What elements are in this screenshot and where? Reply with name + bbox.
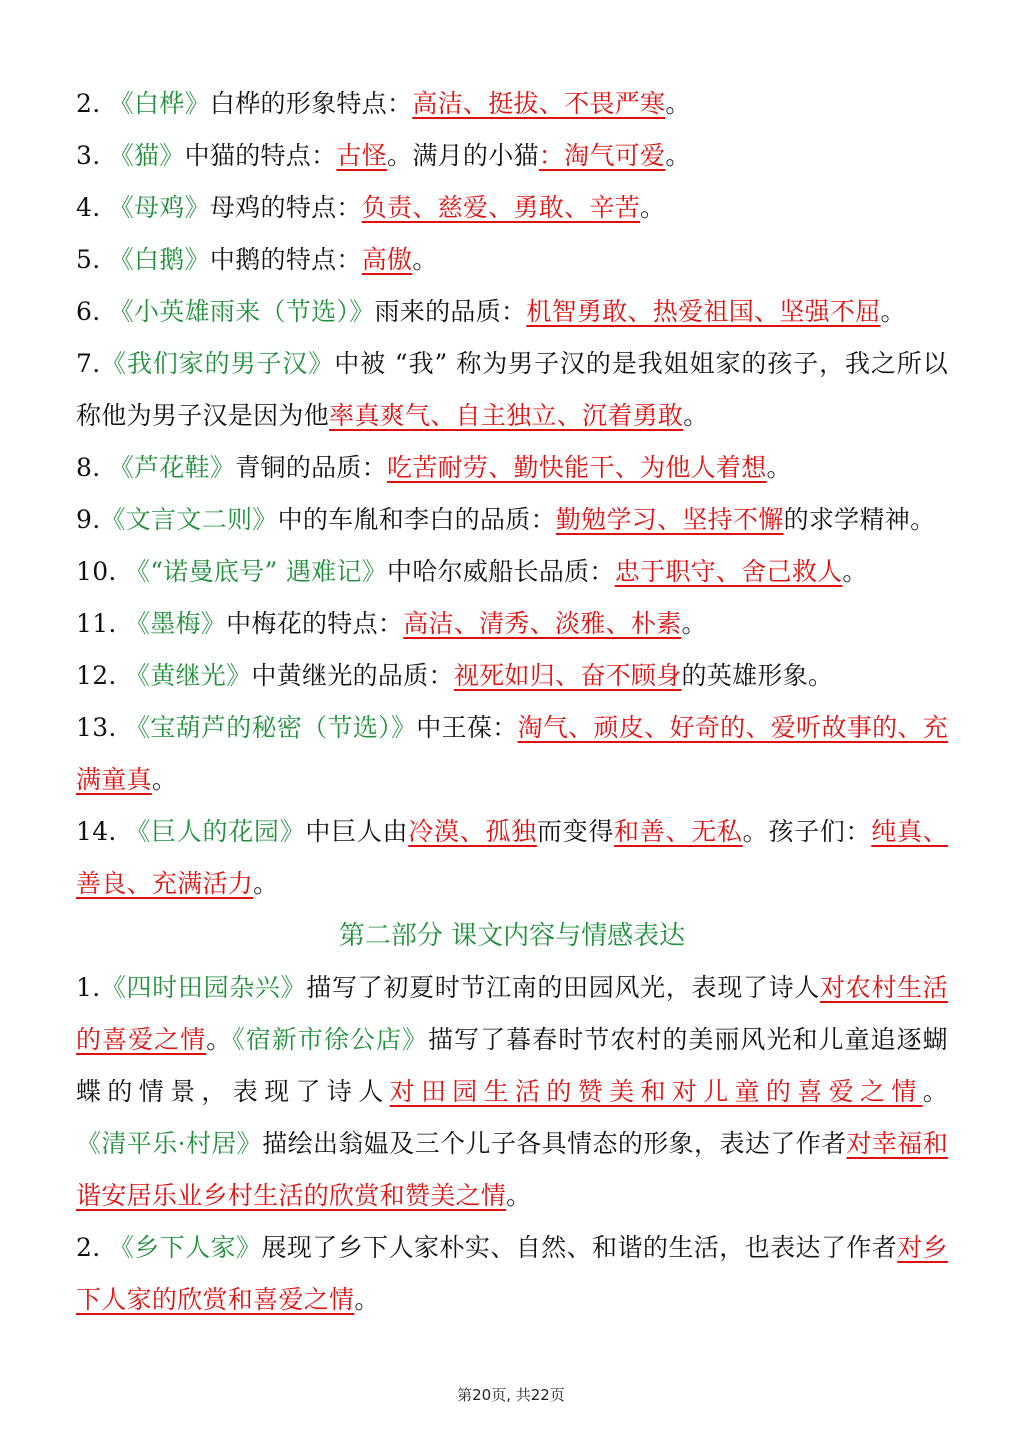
body-text: 。 xyxy=(206,1025,233,1054)
answer-text: 高洁、挺拔、不畏严寒 xyxy=(412,89,666,118)
list-item xyxy=(76,546,948,598)
body-text: 。 xyxy=(842,557,868,586)
answer-text: 对农村生活的喜爱之情 xyxy=(76,973,948,1054)
body-text: 白桦的形象特点： xyxy=(209,89,413,118)
document-body xyxy=(76,78,948,1326)
body-text: 。 xyxy=(665,89,691,118)
answer-text: 负责、慈爱、勇敢、辛苦 xyxy=(361,193,641,222)
body-text: 8. xyxy=(76,453,109,482)
lesson-title: 《白桦》 xyxy=(108,89,210,118)
lesson-title: 《墨梅》 xyxy=(124,609,227,638)
body-text: 中被 “我” 称为男子汉的是我姐姐家的孩子，我之所以称他为男子汉是因为他 xyxy=(76,349,949,430)
lesson-title: 《白鹅》 xyxy=(108,245,210,274)
answer-text: 机智勇敢、热爱祖国、坚强不屈 xyxy=(526,297,881,326)
lesson-title: 《宝葫芦的秘密（节选）》 xyxy=(124,713,417,742)
answer-text: 对幸福和谐安居乐业乡村生活的欣赏和赞美之情 xyxy=(76,1129,948,1210)
body-text: 中的车胤和李白的品质： xyxy=(277,505,556,534)
body-text: 。 xyxy=(681,609,707,638)
body-text: 14. xyxy=(76,817,126,846)
list-item xyxy=(76,130,948,182)
body-text: 描写了暮春时节农村的美丽风光和儿童追逐蝴蝶的情景，表现了诗人 xyxy=(76,1025,948,1106)
lesson-title: 《文言文二则》 xyxy=(100,505,278,534)
body-text: 12. xyxy=(76,661,125,690)
body-text: 展现了乡下人家朴实、自然、和谐的生活，也表达了作者 xyxy=(261,1233,898,1262)
body-text: 中猫的特点： xyxy=(184,141,337,170)
list-item xyxy=(76,338,948,442)
body-text: 中鹅的特点： xyxy=(209,245,362,274)
list-item xyxy=(76,182,948,234)
lesson-title: 《宿新市徐公店》 xyxy=(232,1025,429,1054)
body-text: 中梅花的特点： xyxy=(226,609,404,638)
list-item xyxy=(76,494,948,546)
body-text: 描写了初夏时节江南的田园风光，表现了诗人 xyxy=(306,973,820,1002)
lesson-title: 《母鸡》 xyxy=(108,193,210,222)
body-text: 。 xyxy=(665,141,691,170)
answer-text: 吃苦耐劳、勤快能干、为他人着想 xyxy=(387,453,767,482)
list-item xyxy=(76,286,948,338)
answer-text: 纯真、善良、充满活力 xyxy=(76,817,949,898)
body-text: 。 xyxy=(683,401,709,430)
content-emotion-list xyxy=(76,962,948,1326)
answer-text: 淘气、顽皮、好奇的、爱听故事的、充满童真 xyxy=(76,713,949,794)
lesson-title: 《黄继光》 xyxy=(124,661,252,690)
body-text: 的求学精神。 xyxy=(783,505,936,534)
list-item xyxy=(76,702,948,806)
lesson-title: 《乡下人家》 xyxy=(108,1233,262,1262)
body-text: 4. xyxy=(76,193,109,222)
answer-text: 古怪 xyxy=(336,141,388,170)
answer-text: 率真爽气、自主独立、沉着勇敢 xyxy=(329,401,684,430)
body-text: 。 xyxy=(640,193,666,222)
body-text: 。 xyxy=(922,1077,948,1106)
answer-text: 忠于职守、舍己救人 xyxy=(614,557,843,586)
page-footer: 第20页, 共22页 xyxy=(457,1386,565,1404)
answer-text: 和善、无私 xyxy=(614,817,743,846)
body-text: 中王葆： xyxy=(416,713,518,742)
list-item xyxy=(76,650,948,702)
body-text: 雨来的品质： xyxy=(374,297,527,326)
body-text: 中巨人由 xyxy=(305,817,409,846)
lesson-title: 《我们家的男子汉》 xyxy=(100,349,335,378)
list-item xyxy=(76,598,948,650)
lesson-title: 《四时田园杂兴》 xyxy=(100,973,307,1002)
body-text: 3. xyxy=(76,141,109,170)
answer-text: 冷漠、孤独 xyxy=(408,817,537,846)
lesson-title: 《“诺曼底号” 遇难记》 xyxy=(124,557,388,586)
section-heading: 第二部分 课文内容与情感表达 xyxy=(338,921,686,951)
lesson-title: 《小英雄雨来（节选）》 xyxy=(108,297,375,326)
answer-text: 高傲 xyxy=(361,245,413,274)
body-text: 13. xyxy=(76,713,125,742)
list-item xyxy=(76,234,948,286)
answer-text: 对乡下人家的欣赏和喜爱之情 xyxy=(76,1233,948,1314)
body-text: 6. xyxy=(76,297,109,326)
body-text: 2. xyxy=(76,89,109,118)
answer-text: 勤勉学习、坚持不懈 xyxy=(555,505,784,534)
body-text: 7. xyxy=(76,349,101,378)
body-text: 10. xyxy=(76,557,125,586)
body-text: 。孩子们： xyxy=(742,817,872,846)
body-text: 而变得 xyxy=(536,817,615,846)
body-text: 。 xyxy=(766,453,792,482)
body-text: 。 xyxy=(412,245,438,274)
list-item xyxy=(76,78,948,130)
answer-text: 视死如归、奋不顾身 xyxy=(453,661,682,690)
body-text: 。满月的小猫 xyxy=(387,141,539,170)
body-text: 中哈尔威船长品质： xyxy=(387,557,615,586)
body-text: 母鸡的特点： xyxy=(209,193,362,222)
answer-text: 高洁、清秀、淡雅、朴素 xyxy=(403,609,682,638)
character-traits-list xyxy=(76,78,948,910)
body-text: 1. xyxy=(76,973,101,1002)
lesson-title: 《清平乐·村居》 xyxy=(76,1129,263,1158)
body-text: 2. xyxy=(76,1233,109,1262)
body-text: 。 xyxy=(354,1285,380,1314)
body-text: 。 xyxy=(151,765,178,794)
body-text: 。 xyxy=(506,1181,532,1210)
list-item xyxy=(76,962,948,1222)
body-text: 。 xyxy=(253,869,279,898)
body-text: 中黄继光的品质： xyxy=(251,661,454,690)
body-text: 青铜的品质： xyxy=(235,453,388,482)
answer-text: 对田园生活的赞美和对儿童的喜爱之情 xyxy=(389,1077,923,1106)
list-item xyxy=(76,442,948,494)
body-text: 。 xyxy=(880,297,906,326)
list-item xyxy=(76,806,948,910)
lesson-title: 《芦花鞋》 xyxy=(108,453,236,482)
lesson-title: 《猫》 xyxy=(108,141,185,170)
answer-text: ：淘气可爱 xyxy=(538,141,666,170)
body-text: 描绘出翁媪及三个儿子各具情态的形象，表达了作者 xyxy=(262,1129,847,1158)
lesson-title: 《巨人的花园》 xyxy=(125,817,306,846)
body-text: 的英雄形象。 xyxy=(681,661,834,690)
list-item xyxy=(76,1222,948,1326)
body-text: 11. xyxy=(76,609,125,638)
body-text: 5. xyxy=(76,245,109,274)
body-text: 9. xyxy=(76,505,101,534)
